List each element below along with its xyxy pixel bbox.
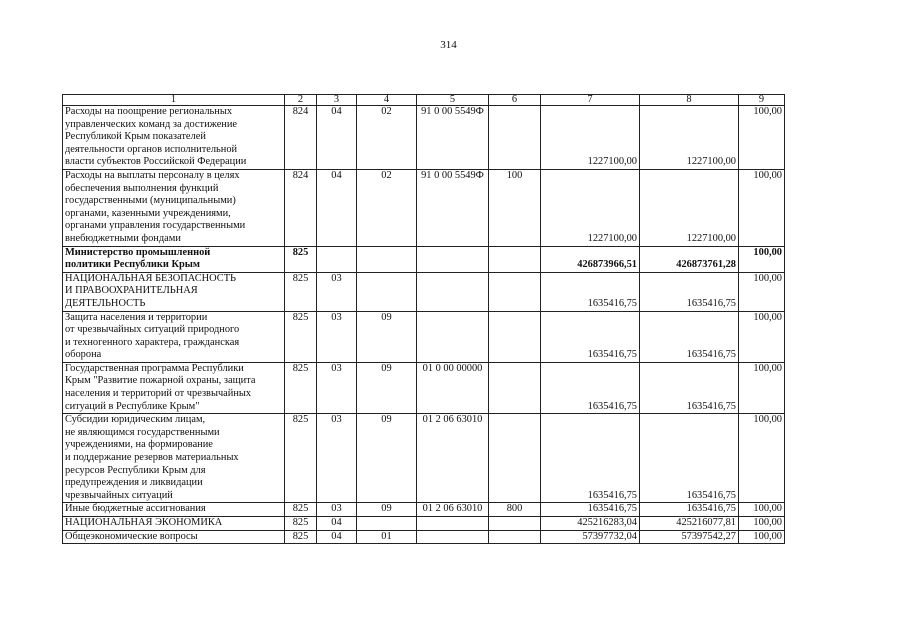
subsection-code: [357, 272, 417, 311]
item-name-line: учреждениями, на формирование: [65, 439, 213, 451]
target-item-code: [417, 311, 489, 362]
subsection-code: 09: [357, 503, 417, 517]
expense-type-code: [489, 517, 541, 531]
item-name-line: Иные бюджетные ассигнования: [65, 503, 206, 515]
item-name: [63, 362, 285, 413]
table-row: [63, 311, 785, 362]
target-item-code: [417, 530, 489, 544]
item-name-line: Расходы на выплаты персоналу в целях: [65, 169, 240, 181]
target-item-code: [417, 272, 489, 311]
executed-amount: 1227100,00: [640, 106, 739, 170]
item-name-line: оборона: [65, 349, 102, 361]
column-number: 5: [417, 95, 489, 106]
column-number: 8: [640, 95, 739, 106]
execution-percent: 100,00: [739, 169, 785, 246]
execution-percent: 100,00: [739, 517, 785, 531]
section-code: 03: [317, 311, 357, 362]
department-code: 825: [285, 246, 317, 272]
item-name-line: НАЦИОНАЛЬНАЯ БЕЗОПАСНОСТЬ: [65, 272, 237, 284]
executed-amount: 426873761,28: [640, 246, 739, 272]
table-row: [63, 246, 785, 272]
subsection-code: [357, 246, 417, 272]
section-code: 04: [317, 106, 357, 170]
section-code: 03: [317, 414, 357, 503]
execution-percent: 100,00: [739, 311, 785, 362]
expense-type-code: [489, 530, 541, 544]
executed-amount: 1227100,00: [640, 169, 739, 246]
item-name-line: государственными (муниципальными): [65, 195, 236, 207]
approved-amount: 426873966,51: [541, 246, 640, 272]
subsection-code: 09: [357, 362, 417, 413]
section-code: 03: [317, 362, 357, 413]
item-name-line: Защита населения и территории: [65, 311, 208, 323]
item-name-line: Министерство промышленной: [65, 246, 211, 258]
department-code: 825: [285, 517, 317, 531]
item-name: [63, 414, 285, 503]
item-name-line: деятельности органов исполнительной: [65, 143, 238, 155]
target-item-code: 01 0 00 00000: [417, 362, 489, 413]
executed-amount: 1635416,75: [640, 272, 739, 311]
target-item-code: 91 0 00 5549Ф: [417, 169, 489, 246]
table-row: [63, 169, 785, 246]
item-name-line: Субсидии юридическим лицам,: [65, 414, 206, 426]
department-code: 825: [285, 414, 317, 503]
item-name-line: ресурсов Республики Крым для: [65, 464, 206, 476]
approved-amount: 57397732,04: [541, 530, 640, 544]
execution-percent: 100,00: [739, 414, 785, 503]
item-name-line: Расходы на поощрение региональных: [65, 106, 233, 117]
executed-amount: 1635416,75: [640, 503, 739, 517]
column-number: 2: [285, 95, 317, 106]
expense-type-code: [489, 362, 541, 413]
subsection-code: [357, 517, 417, 531]
department-code: 824: [285, 106, 317, 170]
department-code: 825: [285, 530, 317, 544]
target-item-code: [417, 517, 489, 531]
subsection-code: 09: [357, 414, 417, 503]
column-number: 9: [739, 95, 785, 106]
table-row: [63, 362, 785, 413]
department-code: 825: [285, 503, 317, 517]
executed-amount: 1635416,75: [640, 414, 739, 503]
expense-type-code: 100: [489, 169, 541, 246]
section-code: [317, 246, 357, 272]
subsection-code: 02: [357, 106, 417, 170]
target-item-code: 01 2 06 63010: [417, 503, 489, 517]
item-name-line: политики Республики Крым: [65, 259, 200, 271]
approved-amount: 1635416,75: [541, 272, 640, 311]
section-code: 03: [317, 272, 357, 311]
execution-percent: 100,00: [739, 246, 785, 272]
approved-amount: 1635416,75: [541, 362, 640, 413]
execution-percent: 100,00: [739, 530, 785, 544]
item-name-line: Общеэкономические вопросы: [65, 530, 198, 542]
expense-type-code: [489, 311, 541, 362]
item-name-line: органами, казенными учреждениями,: [65, 207, 231, 219]
section-code: 04: [317, 169, 357, 246]
expense-type-code: [489, 272, 541, 311]
item-name-line: НАЦИОНАЛЬНАЯ ЭКОНОМИКА: [65, 517, 223, 528]
column-number: 7: [541, 95, 640, 106]
item-name: [63, 530, 285, 544]
expense-type-code: [489, 414, 541, 503]
table-row: [63, 503, 785, 517]
approved-amount: 1635416,75: [541, 414, 640, 503]
item-name: [63, 106, 285, 170]
approved-amount: 1227100,00: [541, 169, 640, 246]
expense-type-code: [489, 246, 541, 272]
column-number: 1: [63, 95, 285, 106]
expense-type-code: [489, 106, 541, 170]
approved-amount: 425216283,04: [541, 517, 640, 531]
item-name: [63, 503, 285, 517]
item-name: [63, 272, 285, 311]
expense-type-code: 800: [489, 503, 541, 517]
item-name-line: не являющимся государственными: [65, 426, 220, 438]
column-number: 4: [357, 95, 417, 106]
section-code: 03: [317, 503, 357, 517]
item-name-line: и техногенного характера, гражданская: [65, 336, 240, 348]
item-name-line: ДЕЯТЕЛЬНОСТЬ: [65, 297, 146, 309]
executed-amount: 425216077,81: [640, 517, 739, 531]
department-code: 825: [285, 311, 317, 362]
item-name-line: И ПРАВООХРАНИТЕЛЬНАЯ: [65, 285, 198, 297]
execution-percent: 100,00: [739, 272, 785, 311]
column-number: 6: [489, 95, 541, 106]
subsection-code: 09: [357, 311, 417, 362]
item-name-line: Крым "Развитие пожарной охраны, защита: [65, 375, 256, 387]
item-name: [63, 311, 285, 362]
target-item-code: [417, 246, 489, 272]
item-name-line: Государственная программа Республики: [65, 362, 244, 374]
item-name: [63, 246, 285, 272]
column-number-row: [63, 95, 785, 106]
department-code: 825: [285, 272, 317, 311]
budget-table: [62, 94, 785, 544]
table-row: [63, 517, 785, 531]
table-row: [63, 272, 785, 311]
department-code: 825: [285, 362, 317, 413]
executed-amount: 1635416,75: [640, 311, 739, 362]
table-row: [63, 530, 785, 544]
subsection-code: 02: [357, 169, 417, 246]
execution-percent: 100,00: [739, 503, 785, 517]
column-number: 3: [317, 95, 357, 106]
item-name-line: Республикой Крым показателей: [65, 131, 206, 143]
target-item-code: 91 0 00 5549Ф: [417, 106, 489, 170]
approved-amount: 1635416,75: [541, 503, 640, 517]
page-number: 314: [440, 39, 457, 51]
item-name: [63, 517, 285, 531]
item-name-line: ситуаций в Республике Крым": [65, 400, 200, 412]
section-code: 04: [317, 517, 357, 531]
executed-amount: 57397542,27: [640, 530, 739, 544]
item-name: [63, 169, 285, 246]
target-item-code: 01 2 06 63010: [417, 414, 489, 503]
item-name-line: предупреждения и ликвидации: [65, 477, 203, 489]
item-name-line: управленческих команд за достижение: [65, 118, 238, 130]
department-code: 824: [285, 169, 317, 246]
item-name-line: органами управления государственными: [65, 220, 246, 232]
table-row: [63, 106, 785, 170]
subsection-code: 01: [357, 530, 417, 544]
item-name-line: и поддержание резервов материальных: [65, 452, 239, 464]
execution-percent: 100,00: [739, 362, 785, 413]
item-name-line: от чрезвычайных ситуаций природного: [65, 324, 240, 336]
item-name-line: населения и территорий от чрезвычайных: [65, 388, 252, 400]
executed-amount: 1635416,75: [640, 362, 739, 413]
item-name-line: власти субъектов Российской Федерации: [65, 156, 247, 168]
item-name-line: обеспечения выполнения функций: [65, 182, 219, 194]
table-row: [63, 414, 785, 503]
approved-amount: 1635416,75: [541, 311, 640, 362]
item-name-line: внебюджетными фондами: [65, 232, 181, 244]
execution-percent: 100,00: [739, 106, 785, 170]
approved-amount: 1227100,00: [541, 106, 640, 170]
section-code: 04: [317, 530, 357, 544]
item-name-line: чрезвычайных ситуаций: [65, 489, 173, 501]
